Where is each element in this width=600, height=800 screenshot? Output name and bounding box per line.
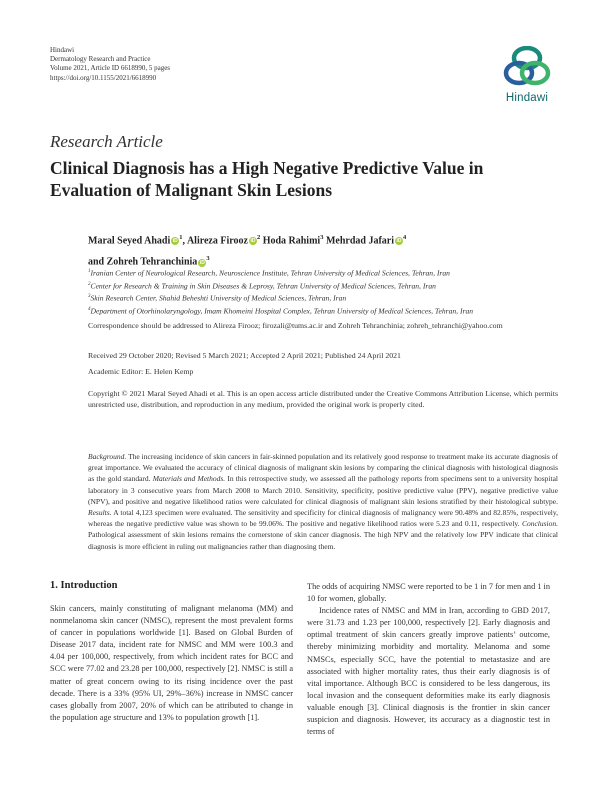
logo-text: Hindawi bbox=[505, 92, 549, 104]
doi-link[interactable]: https://doi.org/10.1155/2021/6618990 bbox=[50, 73, 157, 82]
orcid-icon[interactable]: iD bbox=[199, 259, 205, 266]
publisher-name: Hindawi bbox=[50, 46, 75, 54]
journal-name: Dermatology Research and Practice bbox=[50, 55, 151, 64]
affiliation-list bbox=[88, 266, 558, 317]
article-title: Clinical Diagnosis has a High Negative Predictive Value in Evaluation of Malignant Skin Lesions bbox=[50, 158, 484, 200]
paragraph: The odds of acquiring NMSC were reported to be 1 in 7 for men and 1 in 10 for women, globally. bbox=[307, 582, 550, 604]
abstract-methods-label: Materials and Methods. bbox=[152, 474, 226, 484]
affiliation-item: $^4$Department of Otorhinolaryngology, Imam Khomeini Hospital Complex, Tehran University of Medical Sciences, Tehran, Iran bbox=[88, 306, 474, 316]
abstract-results-label: Results. bbox=[88, 508, 112, 518]
abstract bbox=[88, 451, 558, 552]
volume-info: Volume 2021, Article ID 6618990, 5 pages bbox=[50, 64, 171, 73]
academic-editor: Academic Editor: E. Helen Kemp bbox=[88, 367, 194, 376]
author-name[interactable]: Hoda Rahimi bbox=[262, 235, 321, 247]
abstract-background-label: Background. bbox=[88, 452, 127, 461]
author-list: Maral Seyed Ahadi $iD^1$, Alireza Firooz $iD^2$ Hoda Rahimi$^3$ Mehrdad Jafari $iD^4$ and Zohreh Tehranchinia $iD^3$ bbox=[88, 234, 407, 268]
abstract-conclusion-label: Conclusion. bbox=[521, 519, 558, 529]
author-name[interactable]: and Zohreh Tehranchinia bbox=[88, 256, 198, 268]
affiliation-item: $^1$Iranian Center of Neurological Research, Neuroscience Institute, Tehran University of Medical Sciences, Tehran, Iran bbox=[88, 268, 450, 278]
orcid-icon[interactable]: iD bbox=[250, 238, 256, 245]
correspondence: Correspondence should be addressed to Alireza Firooz; firozali@tums.ac.ir and Zohreh Tehranchinia; zohreh_tehranchi@yahoo.com bbox=[88, 321, 503, 330]
left-column bbox=[50, 603, 293, 724]
paragraph: Skin cancers, mainly constituting of malignant melanoma (MM) and nonmelanoma skin cancer (NMSC), represent the most prevalent forms of cancer in populations worldwide [1]. Based on Global Burden of Disease 2017 data, incident rate for NMSC and MM were 100.3 and 4.04 per 100,000, respectively, from which incident rates for BCC and SCC were 77.02 and 23.28 per 100,000, respectively [2]. NMSC is still a matter of great concern owing to its rising incidence over the past decade. There is a 33% (95% UI, 29%–36%) increase in NMSC cancer cases globally from 2007, 20% of which can be attributed to change in the population age structure and 13% to population growth [1]. bbox=[50, 604, 293, 722]
right-column bbox=[307, 581, 550, 738]
author-affiliation-number: 3 bbox=[206, 255, 210, 263]
abstract-background: The increasing incidence of skin cancers in fair-skinned population and its relatively good response to treatment make its accurate diagnosis of great importance. We evaluated the accuracy of clinical diagnosis of malignant skin lesions by comparing the clinical diagnosis with histological diagnosis as the gold standard. bbox=[88, 452, 558, 484]
author-affiliation-number: 4 bbox=[403, 234, 407, 241]
article-type: Research Article bbox=[50, 132, 163, 151]
author-affiliation-number: 2 bbox=[256, 234, 261, 241]
author-name[interactable]: Maral Seyed Ahadi bbox=[88, 235, 171, 247]
paragraph: Incidence rates of NMSC and MM in Iran, according to GBD 2017, were 31.73 and 1.23 per 100,000, respectively [2]. Early diagnosis and optimal treatment of skin cancers greatly improve patients’ outcome, thereby minimizing morbidity and mortality. Melanoma and some NMSCs, especially SCC, have the potential to metastasize and are associated with higher mortality rates, thus their early diagnosis is of vital importance. Although BCC is considered to be less dangerous, its local invasion and the consequent deformities make its early diagnosis valuable enough [3]. Clinical diagnosis is the frontier in skin cancer suspicion and diagnosis. However, its accuracy as a diagnostic test in terms of bbox=[307, 606, 550, 737]
author-affiliation-number: 3 bbox=[320, 234, 324, 241]
author-affiliation-number: 1 bbox=[179, 234, 183, 241]
orcid-icon[interactable]: iD bbox=[396, 238, 402, 245]
copyright-notice: Copyright © 2021 Maral Seyed Ahadi et al. This is an open access article distributed under the Creative Commons Attribution License, which permits unrestricted use, distribution, and reproduction in any medium, provided the original work is properly cited. bbox=[88, 389, 558, 409]
author-name[interactable]: Mehrdad Jafari bbox=[325, 235, 394, 247]
affiliation-item: $^3$Skin Research Center, Shahid Beheshti University of Medical Sciences, Tehran, Iran bbox=[88, 294, 347, 303]
publication-dates: Received 29 October 2020; Revised 5 March 2021; Accepted 2 April 2021; Published 24 April 2021 bbox=[88, 351, 401, 360]
orcid-icon[interactable]: iD bbox=[172, 238, 178, 245]
abstract-methods: In this retrospective study, we assessed all the pathology reports from specimens sent to a university hospital laboratory in 3 consecutive years from March 2008 to March 2010. Sensitivity, specificity, positive predictive value (PPV), negative predictive value (NPV), and positive and negative likelihood ratios were calculated for clinical diagnosis of malignant skin lesions stratified by their histological subtype. bbox=[88, 474, 559, 506]
section-heading: 1. Introduction bbox=[50, 580, 118, 591]
journal-header bbox=[50, 46, 170, 83]
abstract-conclusion: Pathological assessment of skin lesions remains the cornerstone of skin cancer diagnosis. The high NPV and the relatively low PPV indicate that clinical diagnosis is more efficient in ruling out malignancies rather than diagnosing them. bbox=[88, 530, 558, 551]
affiliation-item: $^2$Center for Research & Training in Skin Diseases & Leprosy, Tehran University of Medical Sciences, Tehran, Iran bbox=[88, 281, 436, 291]
author-name[interactable]: Alireza Firooz bbox=[186, 235, 248, 247]
abstract-results: A total 4,123 specimen were evaluated. The sensitivity and specificity for clinical diagnosis of malignancy were 90.48% and 82.85%, respectively, whereas the negative predictive value was shown to be 99.06%. The positive and negative likelihood ratios were 5.23 and 0.11, respectively. bbox=[88, 508, 558, 529]
